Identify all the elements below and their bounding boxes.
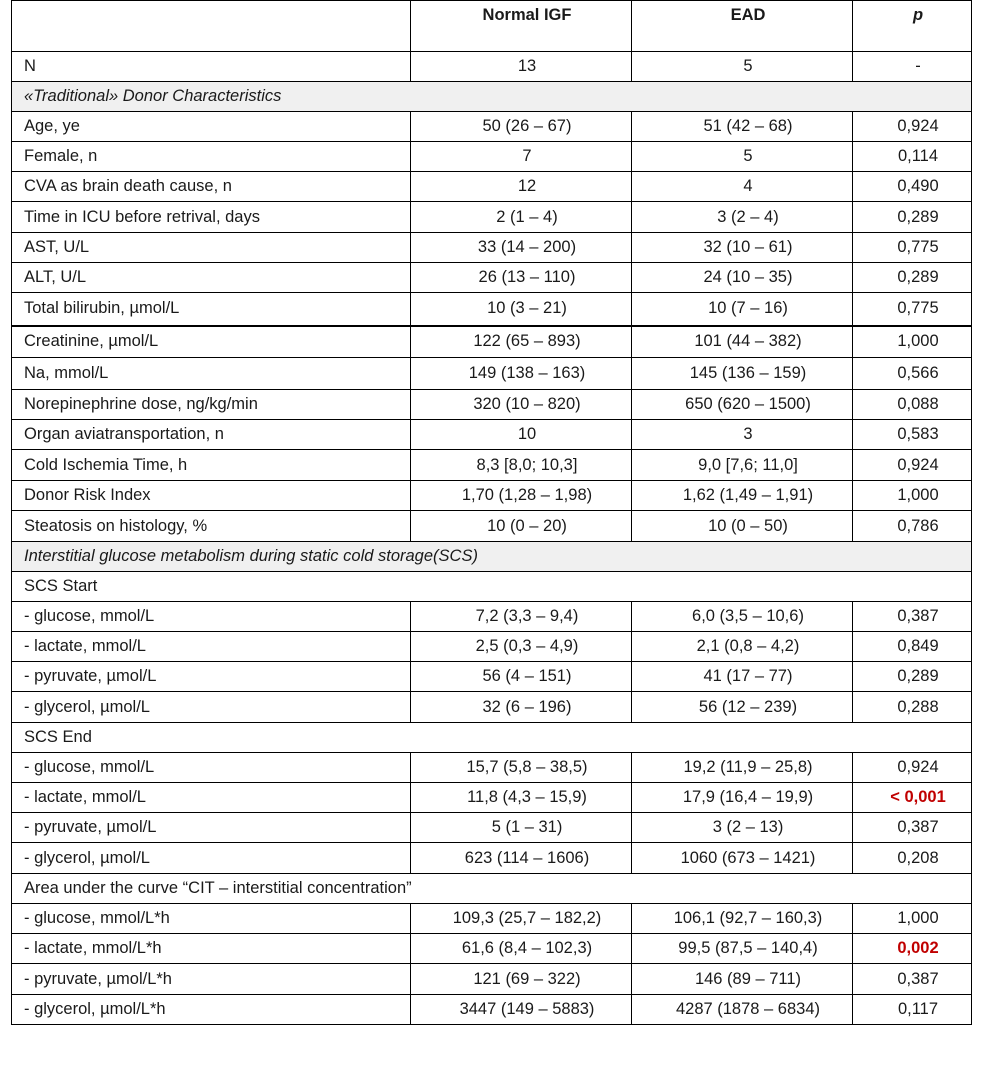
row-label-cell: Creatinine, µmol/L <box>12 326 411 358</box>
ead-value-cell: 3 <box>632 420 853 450</box>
ead-value-cell: 51 (42 – 68) <box>632 112 853 142</box>
normal-igf-value-cell: 121 (69 – 322) <box>411 964 632 995</box>
p-value-cell: 0,786 <box>853 511 972 542</box>
ead-value-cell: 10 (7 – 16) <box>632 293 853 326</box>
significant-p-value: < 0,001 <box>890 788 946 806</box>
ead-value-cell: 2,1 (0,8 – 4,2) <box>632 632 853 662</box>
p-value-cell: 0,289 <box>853 202 972 233</box>
row-label-cell: Organ aviatransportation, n <box>12 420 411 450</box>
p-value-cell: 0,924 <box>853 753 972 783</box>
ead-value-cell: 3 (2 – 4) <box>632 202 853 233</box>
table-row <box>12 904 972 934</box>
row-label-cell: - glucose, mmol/L <box>12 753 411 783</box>
subsection-header-row <box>12 572 972 602</box>
normal-igf-value-cell: 320 (10 – 820) <box>411 390 632 420</box>
subsection-header-row <box>12 723 972 753</box>
normal-igf-value-cell: 50 (26 – 67) <box>411 112 632 142</box>
ead-value-cell: 10 (0 – 50) <box>632 511 853 542</box>
normal-igf-value-cell: 61,6 (8,4 – 102,3) <box>411 934 632 964</box>
table-row <box>12 481 972 511</box>
row-label-cell: Norepinephrine dose, ng/kg/min <box>12 390 411 420</box>
significant-p-value: 0,002 <box>897 939 939 957</box>
ead-value-cell: 5 <box>632 142 853 172</box>
row-label-cell: Na, mmol/L <box>12 358 411 390</box>
p-value-cell: 0,566 <box>853 358 972 390</box>
ead-value-cell: 101 (44 – 382) <box>632 326 853 358</box>
table-row <box>12 662 972 692</box>
p-value-cell: 0,490 <box>853 172 972 202</box>
table-row <box>12 753 972 783</box>
normal-igf-value-cell: 2,5 (0,3 – 4,9) <box>411 632 632 662</box>
table-row <box>12 511 972 542</box>
ead-value-cell: 4287 (1878 – 6834) <box>632 995 853 1025</box>
ead-value-cell: 32 (10 – 61) <box>632 233 853 263</box>
p-value-cell: 0,088 <box>853 390 972 420</box>
normal-igf-value-cell: 623 (114 – 1606) <box>411 843 632 874</box>
table-row <box>12 964 972 995</box>
row-label-cell: Cold Ischemia Time, h <box>12 450 411 481</box>
ead-value-cell: 6,0 (3,5 – 10,6) <box>632 602 853 632</box>
header-cell-normal-igf: Normal IGF <box>411 1 632 52</box>
normal-igf-value-cell: 10 (3 – 21) <box>411 293 632 326</box>
p-value-cell: 0,387 <box>853 813 972 843</box>
row-label-cell: - pyruvate, µmol/L <box>12 662 411 692</box>
row-label-cell: Steatosis on histology, % <box>12 511 411 542</box>
p-value-cell: 0,775 <box>853 233 972 263</box>
header-cell-label <box>12 1 411 52</box>
ead-value-cell: 56 (12 – 239) <box>632 692 853 723</box>
normal-igf-value-cell: 109,3 (25,7 – 182,2) <box>411 904 632 934</box>
table-row <box>12 172 972 202</box>
table-row <box>12 202 972 233</box>
subsection-title: SCS End <box>12 723 972 753</box>
table-row <box>12 783 972 813</box>
row-label-cell: - glycerol, µmol/L <box>12 843 411 874</box>
p-value-cell: 0,289 <box>853 662 972 692</box>
normal-igf-value-cell: 5 (1 – 31) <box>411 813 632 843</box>
table-row <box>12 293 972 326</box>
p-value-cell: 0,208 <box>853 843 972 874</box>
row-label-cell: - lactate, mmol/L*h <box>12 934 411 964</box>
p-value-cell: 0,924 <box>853 112 972 142</box>
normal-igf-value-cell: 3447 (149 – 5883) <box>411 995 632 1025</box>
subsection-header-row <box>12 874 972 904</box>
table-row <box>12 326 972 358</box>
table-row <box>12 233 972 263</box>
p-value-cell <box>853 783 972 813</box>
table-row <box>12 263 972 293</box>
p-value-cell: 1,000 <box>853 481 972 511</box>
p-value-cell: 0,583 <box>853 420 972 450</box>
row-label-cell: - glycerol, µmol/L*h <box>12 995 411 1025</box>
row-label-cell: - glucose, mmol/L <box>12 602 411 632</box>
normal-igf-value-cell: 149 (138 – 163) <box>411 358 632 390</box>
ead-value-cell: 17,9 (16,4 – 19,9) <box>632 783 853 813</box>
ead-value-cell: 41 (17 – 77) <box>632 662 853 692</box>
row-label-cell: - lactate, mmol/L <box>12 783 411 813</box>
results-table <box>11 0 972 1025</box>
row-label-cell: Age, ye <box>12 112 411 142</box>
table-row <box>12 995 972 1025</box>
ead-value-cell: 145 (136 – 159) <box>632 358 853 390</box>
p-value-cell: 1,000 <box>853 326 972 358</box>
p-value-cell: 0,387 <box>853 602 972 632</box>
table-row <box>12 602 972 632</box>
p-value-cell: 0,924 <box>853 450 972 481</box>
ead-value-cell: 9,0 [7,6; 11,0] <box>632 450 853 481</box>
row-label-cell: Total bilirubin, µmol/L <box>12 293 411 326</box>
normal-igf-value-cell: 56 (4 – 151) <box>411 662 632 692</box>
section-header-row <box>12 542 972 572</box>
table-body <box>12 1 972 1025</box>
p-value-cell: 0,114 <box>853 142 972 172</box>
p-value-cell: 0,387 <box>853 964 972 995</box>
table-row <box>12 934 972 964</box>
p-value-cell: 0,775 <box>853 293 972 326</box>
table-header-row <box>12 1 972 52</box>
p-value-cell: 0,849 <box>853 632 972 662</box>
normal-igf-value-cell: 12 <box>411 172 632 202</box>
ead-value-cell: 1,62 (1,49 – 1,91) <box>632 481 853 511</box>
row-label-cell: ALT, U/L <box>12 263 411 293</box>
table-row <box>12 843 972 874</box>
row-label-cell: CVA as brain death cause, n <box>12 172 411 202</box>
table-row <box>12 692 972 723</box>
normal-igf-value-cell: 122 (65 – 893) <box>411 326 632 358</box>
table-row <box>12 450 972 481</box>
table-row <box>12 52 972 82</box>
ead-value-cell: 650 (620 – 1500) <box>632 390 853 420</box>
table-row <box>12 390 972 420</box>
p-value-cell: 0,117 <box>853 995 972 1025</box>
row-label-cell: - glycerol, µmol/L <box>12 692 411 723</box>
ead-value-cell: 1060 (673 – 1421) <box>632 843 853 874</box>
normal-igf-value-cell: 32 (6 – 196) <box>411 692 632 723</box>
normal-igf-value-cell: 10 (0 – 20) <box>411 511 632 542</box>
row-label-cell: - pyruvate, µmol/L <box>12 813 411 843</box>
normal-igf-value-cell: 13 <box>411 52 632 82</box>
row-label-cell: Female, n <box>12 142 411 172</box>
p-value-cell: 1,000 <box>853 904 972 934</box>
row-label-cell: Donor Risk Index <box>12 481 411 511</box>
section-header-row <box>12 82 972 112</box>
row-label-cell: - pyruvate, µmol/L*h <box>12 964 411 995</box>
ead-value-cell: 24 (10 – 35) <box>632 263 853 293</box>
table-row <box>12 112 972 142</box>
p-value-cell: 0,288 <box>853 692 972 723</box>
section-title: «Traditional» Donor Characteristics <box>12 82 972 112</box>
table-row <box>12 358 972 390</box>
normal-igf-value-cell: 26 (13 – 110) <box>411 263 632 293</box>
ead-value-cell: 99,5 (87,5 – 140,4) <box>632 934 853 964</box>
ead-value-cell: 146 (89 – 711) <box>632 964 853 995</box>
table-row <box>12 813 972 843</box>
header-cell-ead: EAD <box>632 1 853 52</box>
normal-igf-value-cell: 7 <box>411 142 632 172</box>
header-cell-p-value: p <box>853 1 972 52</box>
row-label-cell: - lactate, mmol/L <box>12 632 411 662</box>
p-value-cell: - <box>853 52 972 82</box>
row-label-cell: - glucose, mmol/L*h <box>12 904 411 934</box>
table-row <box>12 142 972 172</box>
p-value-cell: 0,289 <box>853 263 972 293</box>
row-label-cell: N <box>12 52 411 82</box>
ead-value-cell: 19,2 (11,9 – 25,8) <box>632 753 853 783</box>
p-value-cell <box>853 934 972 964</box>
ead-value-cell: 106,1 (92,7 – 160,3) <box>632 904 853 934</box>
normal-igf-value-cell: 2 (1 – 4) <box>411 202 632 233</box>
ead-value-cell: 3 (2 – 13) <box>632 813 853 843</box>
normal-igf-value-cell: 1,70 (1,28 – 1,98) <box>411 481 632 511</box>
normal-igf-value-cell: 7,2 (3,3 – 9,4) <box>411 602 632 632</box>
normal-igf-value-cell: 15,7 (5,8 – 38,5) <box>411 753 632 783</box>
normal-igf-value-cell: 8,3 [8,0; 10,3] <box>411 450 632 481</box>
subsection-title: SCS Start <box>12 572 972 602</box>
normal-igf-value-cell: 33 (14 – 200) <box>411 233 632 263</box>
section-title: Interstitial glucose metabolism during static cold storage(SCS) <box>12 542 972 572</box>
table-row <box>12 632 972 662</box>
row-label-cell: Time in ICU before retrival, days <box>12 202 411 233</box>
table-row <box>12 420 972 450</box>
ead-value-cell: 5 <box>632 52 853 82</box>
ead-value-cell: 4 <box>632 172 853 202</box>
normal-igf-value-cell: 10 <box>411 420 632 450</box>
normal-igf-value-cell: 11,8 (4,3 – 15,9) <box>411 783 632 813</box>
subsection-title: Area under the curve “CIT – interstitial concentration” <box>12 874 972 904</box>
row-label-cell: AST, U/L <box>12 233 411 263</box>
